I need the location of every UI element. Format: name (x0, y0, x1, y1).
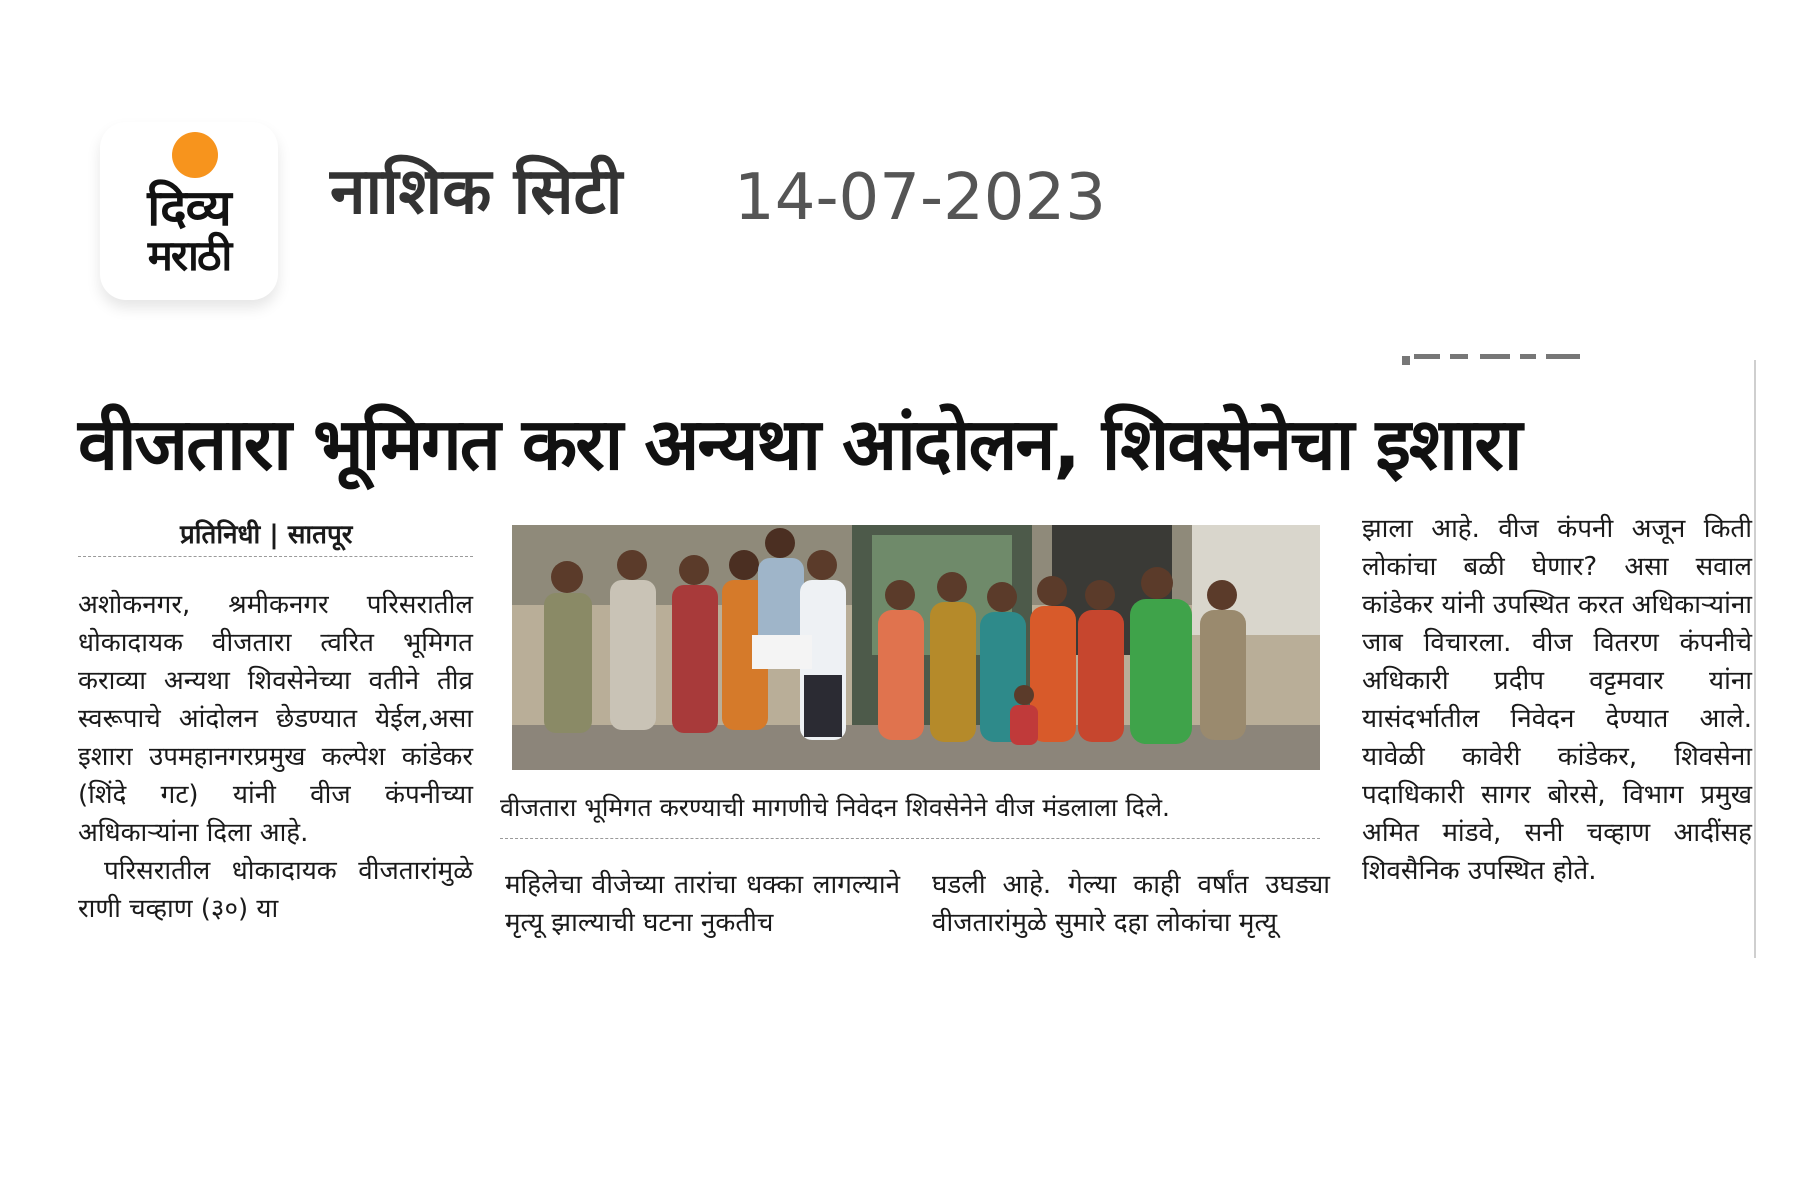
column-rule (1754, 360, 1756, 958)
article-column-1 (78, 586, 473, 928)
paragraph: अशोकनगर, श्रमीकनगर परिसरातील धोकादायक वीजतारा त्वरित भूमिगत कराव्या अन्यथा शिवसेनेच्या वतीने तीव्र स्वरूपाचे आंदोलन छेडण्यात येईल,असा इशारा उपमहानगरप्रमुख कल्पेश कांडेकर (शिंदे गट) यांनी वीज कंपनीच्या अधिकाऱ्यांना दिला आहे. (78, 590, 473, 848)
paragraph: परिसरातील धोकादायक वीजतारांमुळे राणी चव्हाण (३०) या (78, 856, 473, 924)
article-column-4: झाला आहे. वीज कंपनी अजून किती लोकांचा बळी घेणार? असा सवाल कांडेकर यांनी उपस्थित करत अधिकाऱ्यांना जाब विचारला. वीज वितरण कंपनीचे अधिकारी प्रदीप वट्टमवार यांना यासंदर्भातील निवेदन देण्यात आले. यावेळी कावेरी कांडेकर, शिवसेना पदाधिकारी सागर बोरसे, विभाग प्रमुख अमित मांडवे, सनी चव्हाण आदींसह शिवसैनिक उपस्थित होते. (1362, 514, 1752, 886)
news-photo-graphic (512, 525, 1320, 770)
article-headline: वीजतारा भूमिगत करा अन्यथा आंदोलन, शिवसेनेचा इशारा (78, 402, 1521, 486)
newspaper-logo (100, 122, 278, 300)
caption-divider (500, 838, 1320, 839)
byline: प्रतिनिधी | सातपूर (180, 520, 353, 550)
cropped-text-fragment (1400, 350, 1660, 366)
photo-caption: वीजतारा भूमिगत करण्याची मागणीचे निवेदन शिवसेनेने वीज मंडलाला दिले. (500, 793, 1170, 822)
article-column-3: घडली आहे. गेल्या काही वर्षांत उघड्या वीजतारांमुळे सुमारे दहा लोकांचा मृत्यू (932, 870, 1330, 938)
news-photo (512, 525, 1320, 770)
cropped-text-fragment-graphic (1400, 350, 1660, 366)
logo-text-divya: दिव्य (147, 179, 231, 237)
publication-date: 14-07-2023 (734, 161, 1106, 235)
byline-divider (78, 556, 473, 557)
article-column-2: महिलेचा वीजेच्या तारांचा धक्का लागल्याने मृत्यू झाल्याची घटना नुकतीच (505, 870, 900, 938)
edition-title: नाशिक सिटी (330, 155, 623, 229)
logo-text-marathi: मराठी (147, 231, 231, 280)
